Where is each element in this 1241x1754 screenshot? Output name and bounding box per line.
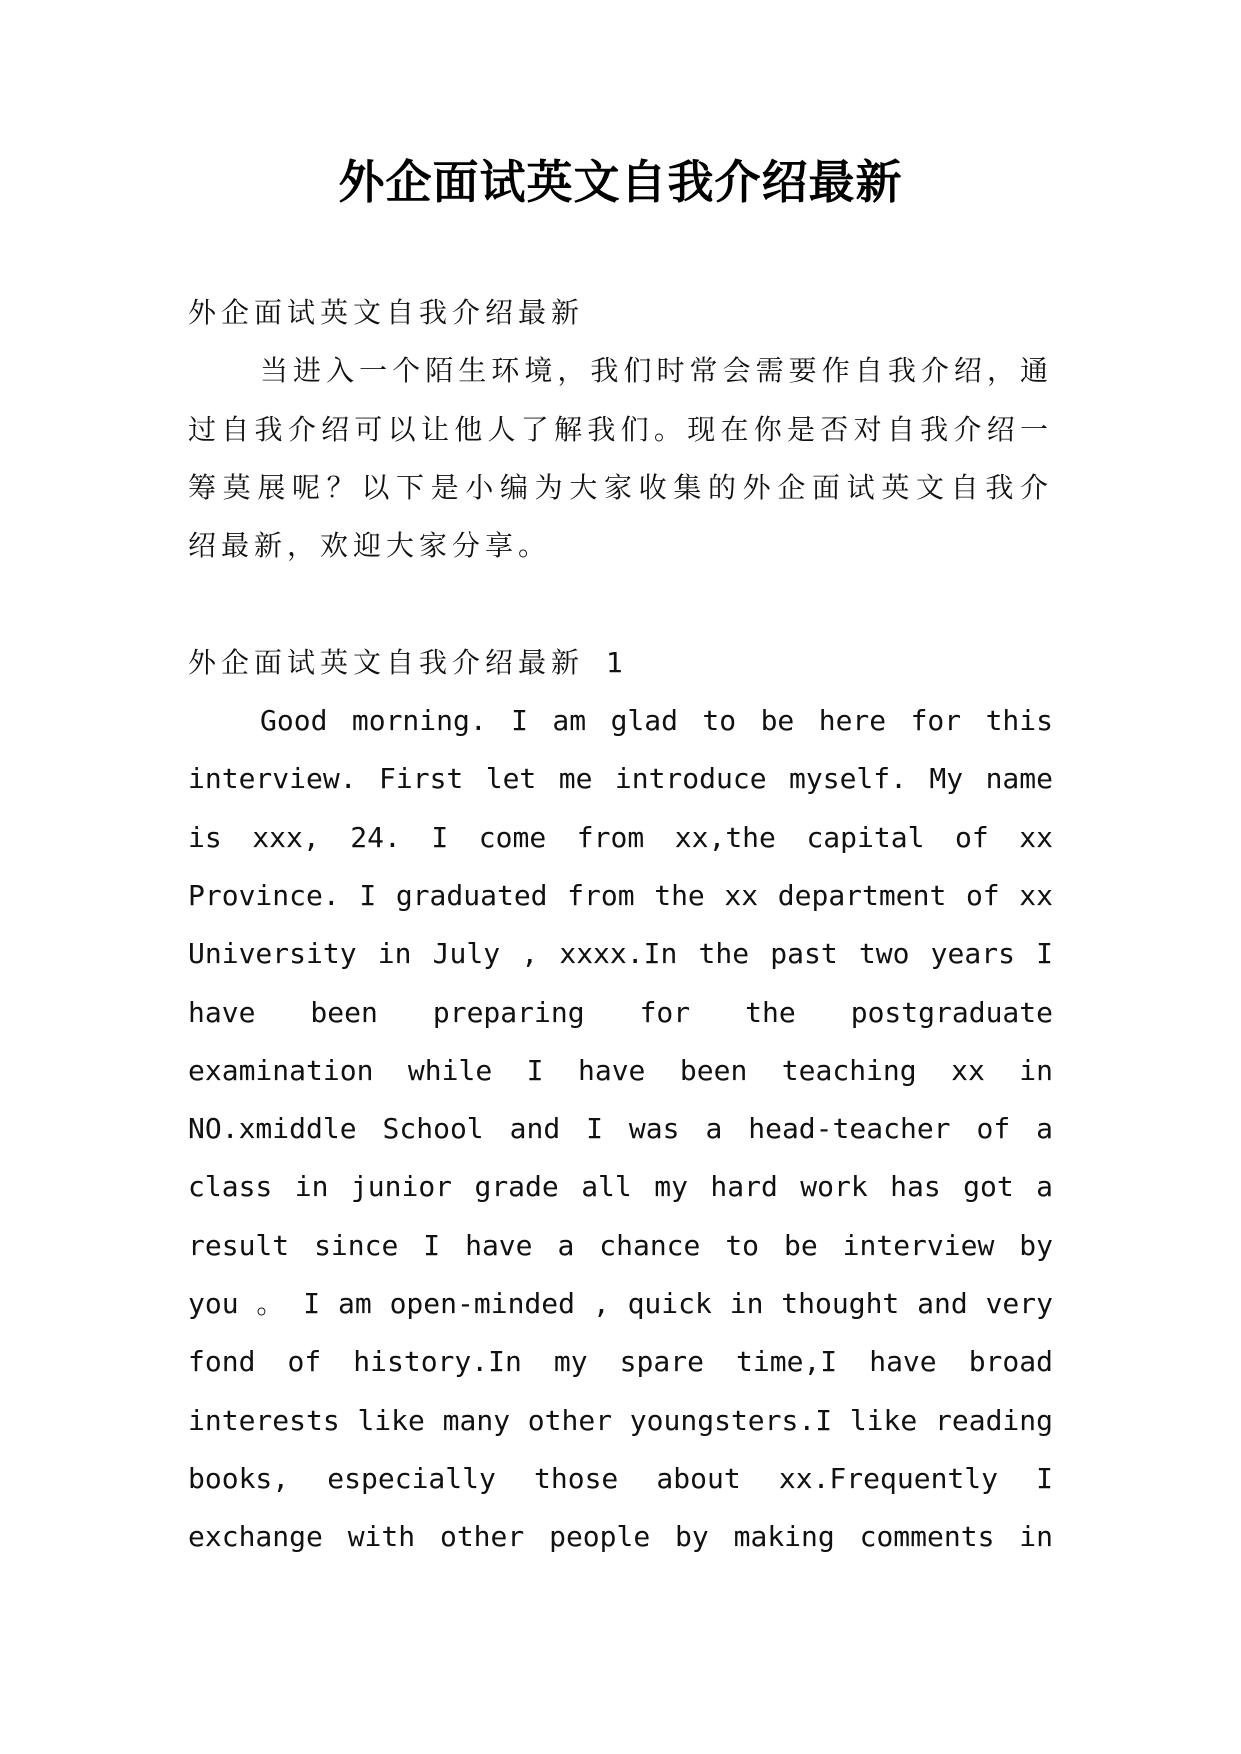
body-paragraph-line: Good morning. I am glad to be here for this — [260, 704, 1053, 738]
document-title: 外企面试英文自我介绍最新 — [338, 155, 903, 209]
body-paragraph-line: University in July , xxxx.In the past two years I — [188, 937, 1053, 971]
body-paragraph-line: result since I have a chance to be interview by — [188, 1228, 1053, 1262]
body-paragraph-line: NO.xmiddle School and I was a head-teacher of a — [188, 1112, 1053, 1146]
intro-heading: 外企面试英文自我介绍最新 — [188, 296, 585, 329]
body-paragraph-line: you 。 I am open-minded , quick in thought and very — [188, 1287, 1053, 1321]
intro-paragraph-line: 过自我介绍可以让他人了解我们。现在你是否对自我介绍一 — [188, 412, 1053, 446]
body-paragraph-line: is xxx, 24. I come from xx,the capital of xx — [188, 820, 1053, 854]
body-paragraph-line: have been preparing for the postgraduate — [188, 995, 1053, 1029]
intro-paragraph-line: 当进入一个陌生环境，我们时常会需要作自我介绍，通 — [260, 354, 1053, 388]
body-paragraph-line: examination while I have been teaching xx in — [188, 1053, 1053, 1087]
body-paragraph-line: interview. First let me introduce myself. My name — [188, 762, 1053, 796]
body-paragraph-line: class in junior grade all my hard work has got a — [188, 1170, 1053, 1204]
intro-paragraph-line: 绍最新，欢迎大家分享。 — [188, 529, 552, 563]
body-paragraph-line: exchange with other people by making comments in — [188, 1520, 1053, 1554]
paragraph-spacer — [188, 575, 1053, 633]
body-paragraph-line: interests like many other youngsters.I like reading — [188, 1403, 1053, 1437]
body-paragraph-line: fond of history.In my spare time,I have broad — [188, 1345, 1053, 1379]
body-paragraph-line: Province. I graduated from the xx department of xx — [188, 878, 1053, 912]
section-heading: 外企面试英文自我介绍最新 1 — [188, 645, 628, 679]
intro-paragraph-line: 筹莫展呢？以下是小编为大家收集的外企面试英文自我介 — [188, 470, 1053, 504]
body-paragraph-line: books, especially those about xx.Frequently I — [188, 1461, 1053, 1495]
document-body — [188, 284, 1053, 1567]
